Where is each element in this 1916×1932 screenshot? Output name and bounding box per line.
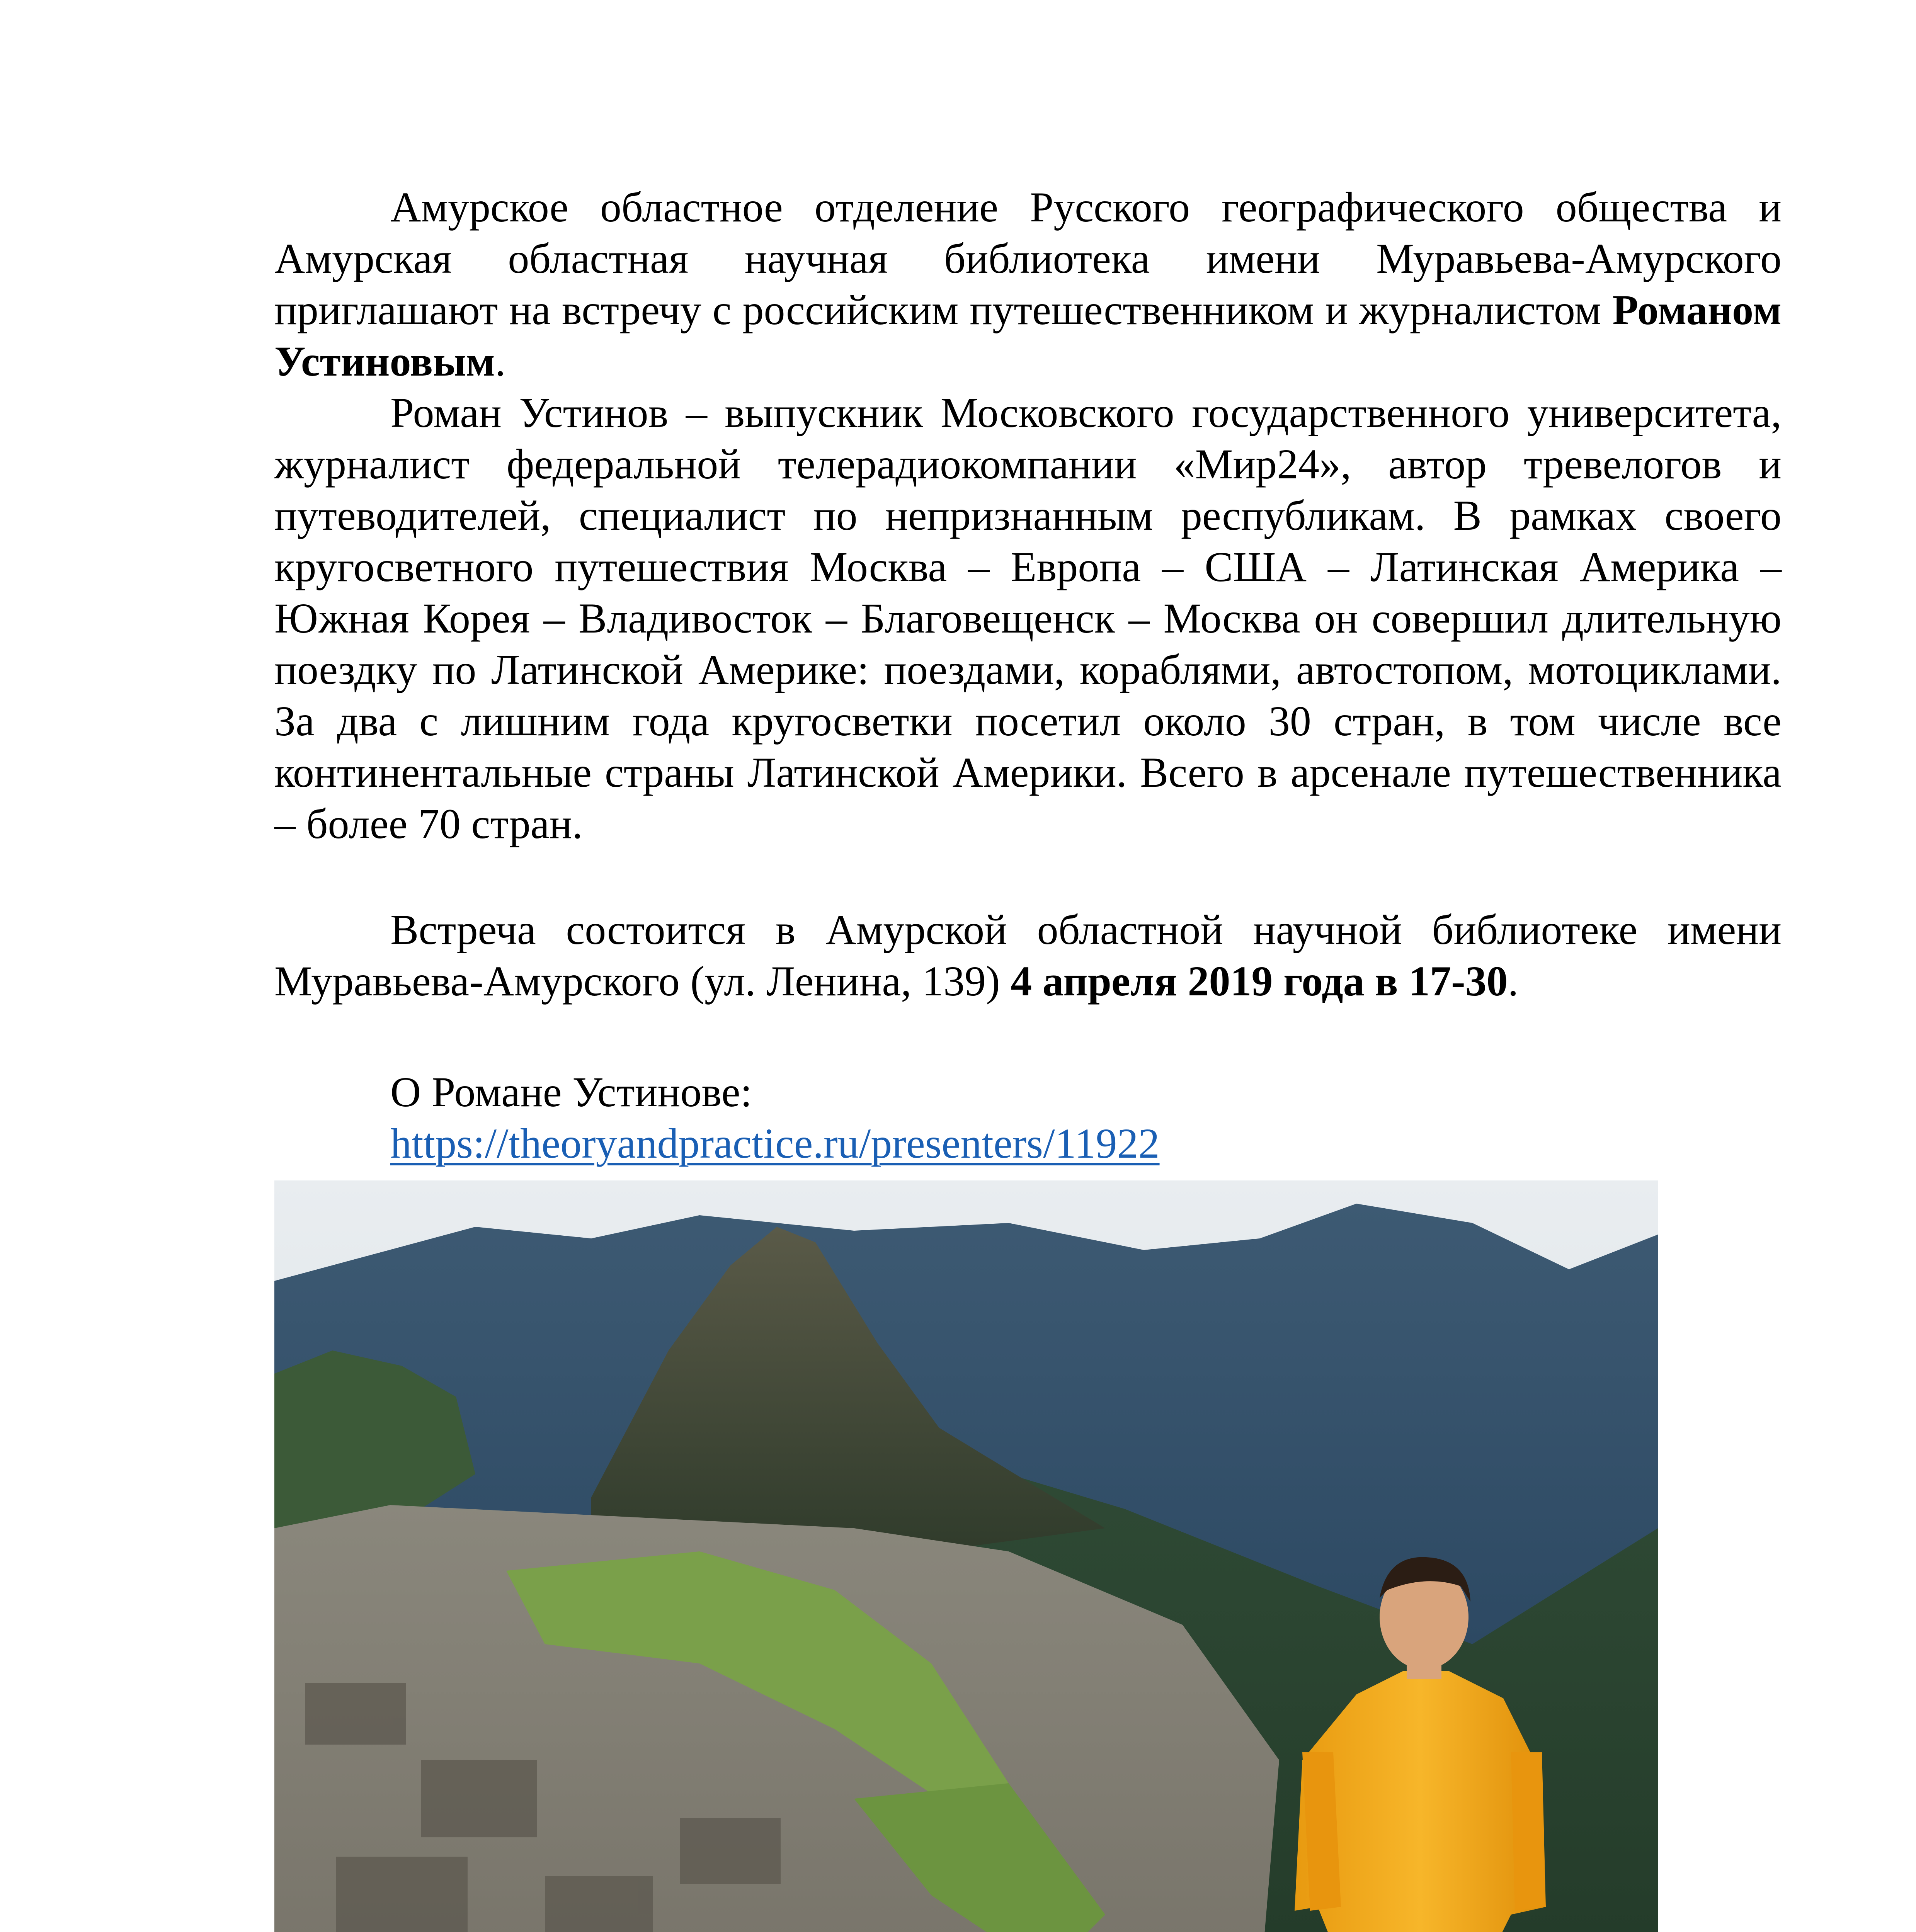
about-link[interactable]: https://theoryandpractice.ru/presenters/11922 [390,1120,1160,1167]
about-section [274,1066,1782,1169]
event-section [274,904,1782,1007]
about-label: О Романе Устинове: [390,1068,752,1116]
machu-picchu-photo-image [274,1180,1658,1932]
intro-section [274,182,1782,850]
traveler-name: Романом Устиновым [274,286,1782,385]
event-end: . [1508,957,1519,1005]
event-text: Встреча состоится в Амурской областной научной библиотеке имени Муравьева-Амурского (ул. Ленина, 139) [274,906,1782,1005]
traveler-photo [274,1180,1658,1932]
intro-paragraph [274,182,1782,387]
bio-paragraph: Роман Устинов – выпускник Московского государственного университета, журналист федеральной телерадиокомпании «Мир24», автор тревелогов и путеводителей, специалист по непризнанным республикам. В рамках своего кругосветного путешествия Москва – Европа – США – Латинская Америка – Южная Корея – Владивосток – Благовещенск – Москва он совершил длительную поездку по Латинской Америке: поездами, кораблями, автостопом, мотоциклами. За два с лишним года кругосветки посетил около 30 стран, в том числе все континентальные страны Латинской Америки. Всего в арсенале путешественника – более 70 стран. [274,389,1782,847]
intro-text: Амурское областное отделение Русского географического общества и Амурская областная научная библиотека имени Муравьева-Амурского приглашают на встречу с российским путешественником и журналистом [274,184,1782,333]
about-link-line [274,1118,1782,1169]
intro-end: . [495,338,506,385]
event-date: 4 апреля 2019 года в 17-30 [1011,957,1508,1005]
event-paragraph [274,904,1782,1007]
